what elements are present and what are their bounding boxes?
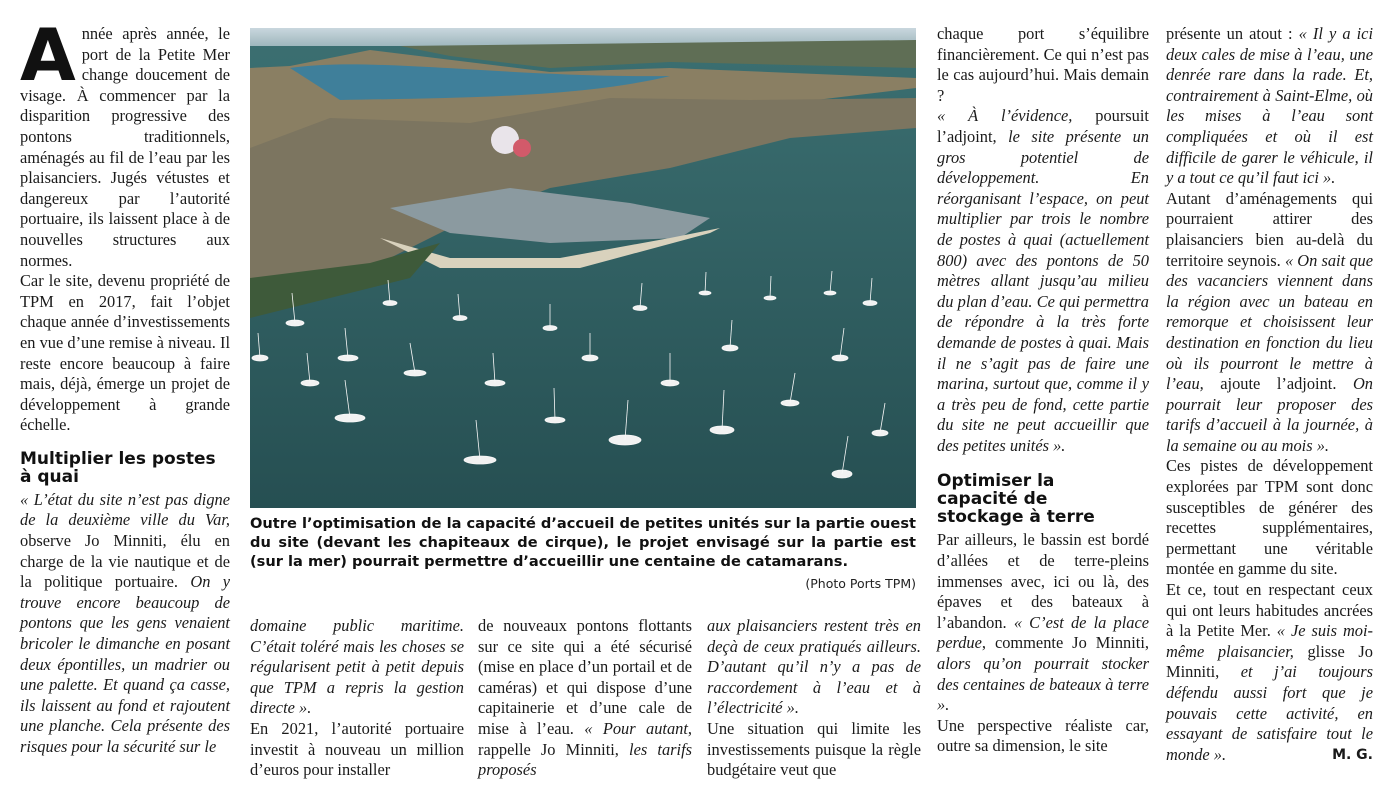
- paragraph: Par ailleurs, le bassin est bordé d’allées et de terre-pleins immenses avec, ici ou là, des épaves et des bateaux à l’abandon. « C’est de la place perdue, commente Jo Minniti, alors qu’on pourrait stocker des centaines de bateaux à terre ».: [937, 530, 1149, 715]
- article-column-5: [937, 24, 1149, 757]
- harbor-photo-illustration: [250, 28, 916, 508]
- paragraph: « À l’évidence, poursuit l’adjoint, le site présente un gros potentiel de développement. En réorganisant l’espace, on peut multiplier par trois le nombre de postes à quai (actuellement 800) avec des pontons de 50 mètres allant jusqu’au milieu du plan d’eau. Ce qui permettra de répondre à la très forte demande de postes à quai. Mais il ne s’agit pas de faire une marina, surtout que, comme il y a très peu de fond, cette partie du site ne peut accueillir que des petites unités ».: [937, 106, 1149, 455]
- article-column-2: [250, 616, 464, 781]
- paragraph: aux plaisanciers restent très en deçà de ceux pratiqués ailleurs. D’autant qu’il n’y a pas de raccordement à l’eau et à l’électricité ».: [707, 616, 921, 718]
- paragraph: Autant d’aménagements qui pourraient attirer des plaisanciers bien au-delà du territoire seynois. « On sait que des vacanciers viennent dans la région avec un bateau en remorque et choisissent leur destination en fonction du lieu où ils pourront le mettre à l’eau, ajoute l’adjoint. On pourrait leur proposer des tarifs d’accueil à la journée, à la semaine ou au mois ».: [1166, 188, 1373, 455]
- article-column-3: [478, 616, 692, 781]
- photo-credit: (Photo Ports TPM): [805, 576, 916, 591]
- paragraph: Car le site, devenu propriété de TPM en 2017, fait l’objet chaque année d’investissements en vue d’une remise à niveau. Il reste encore beaucoup à faire mais, déjà, émerge un projet de développement à grande échelle.: [20, 271, 230, 435]
- paragraph: domaine public maritime. C’était toléré mais les choses se régularisent petit à petit depuis que TPM a repris la gestion directe ».: [250, 616, 464, 718]
- article-column-1: [20, 13, 230, 758]
- paragraph: Une situation qui limite les investissements puisque la règle budgétaire veut que: [707, 718, 921, 780]
- drop-cap: A: [20, 13, 76, 97]
- paragraph: de nouveaux pontons flottants sur ce site qui a été sécurisé (mise en place d’un portail et de caméras) et qui dispose d’une capitainerie et d’une cale de mise à l’eau. « Pour autant, rappelle Jo Minniti, les tarifs proposés: [478, 616, 693, 780]
- paragraph: « L’état du site n’est pas digne de la deuxième ville du Var, observe Jo Minniti, élu en charge de la vie nautique et de la politique portuaire. On y trouve encore beaucoup de pontons que les gens venaient bricoler le dimanche en posant deux épontilles, un madrier ou une palette. Et quand ça casse, ils laissent au fond et rajoutent une planche. Cela présente des risques pour la sécurité sur le: [20, 489, 230, 756]
- author-signature: M. G.: [1332, 746, 1373, 763]
- paragraph: Ces pistes de développement explorées par TPM sont donc susceptibles de générer des recettes supplémentaires, permettant une véritable montée en gamme du site.: [1166, 456, 1373, 579]
- harbor-aerial-photo: [250, 28, 916, 508]
- photo-caption: Outre l’optimisation de la capacité d’accueil de petites unités sur la partie ouest du site (devant les chapiteaux de cirque), le projet envisagé sur la partie est (sur la mer) pourrait permettre d’accueillir une centaine de catamarans.: [250, 515, 916, 570]
- paragraph: présente un atout : « Il y a ici deux cales de mise à l’eau, une denrée rare dans la rade. Et, contrairement à Saint-Elme, où les mises à l’eau sont compliquées et où il est difficile de garer le véhicule, il y a tout ce qu’il faut ici ».: [1166, 24, 1374, 188]
- article-column-4: [707, 616, 921, 781]
- section-heading: Optimiser la capacité de stockage à terre: [937, 471, 1095, 528]
- paragraph: Une perspective réaliste car, outre sa dimension, le site: [937, 715, 1149, 756]
- paragraph: chaque port s’équilibre financièrement. Ce qui n’est pas le cas aujourd’hui. Mais demain ?: [937, 24, 1149, 105]
- intro-paragraph: Année après année, le port de la Petite Mer change doucement de visage. À commencer par la disparition progressive des pontons traditionnels, aménagés au fil de l’eau par les plaisanciers. Jugés vétustes et dangereux par l’autorité portuaire, ils laissent place à de nouvelles structures aux normes.: [20, 13, 230, 270]
- paragraph: Et ce, tout en respectant ceux qui ont leurs habitudes ancrées à la Petite Mer. « Je suis moi-même plaisancier, glisse Jo Minniti, et j’ai toujours défendu aussi fort que je pouvais cette activité, en essayant de satisfaire tout le monde ». M. G.: [1166, 580, 1374, 764]
- section-heading: Multiplier les postes à quai: [20, 448, 216, 487]
- article-column-6: [1166, 24, 1373, 765]
- paragraph: En 2021, l’autorité portuaire investit à nouveau un million d’euros pour installer: [250, 718, 464, 780]
